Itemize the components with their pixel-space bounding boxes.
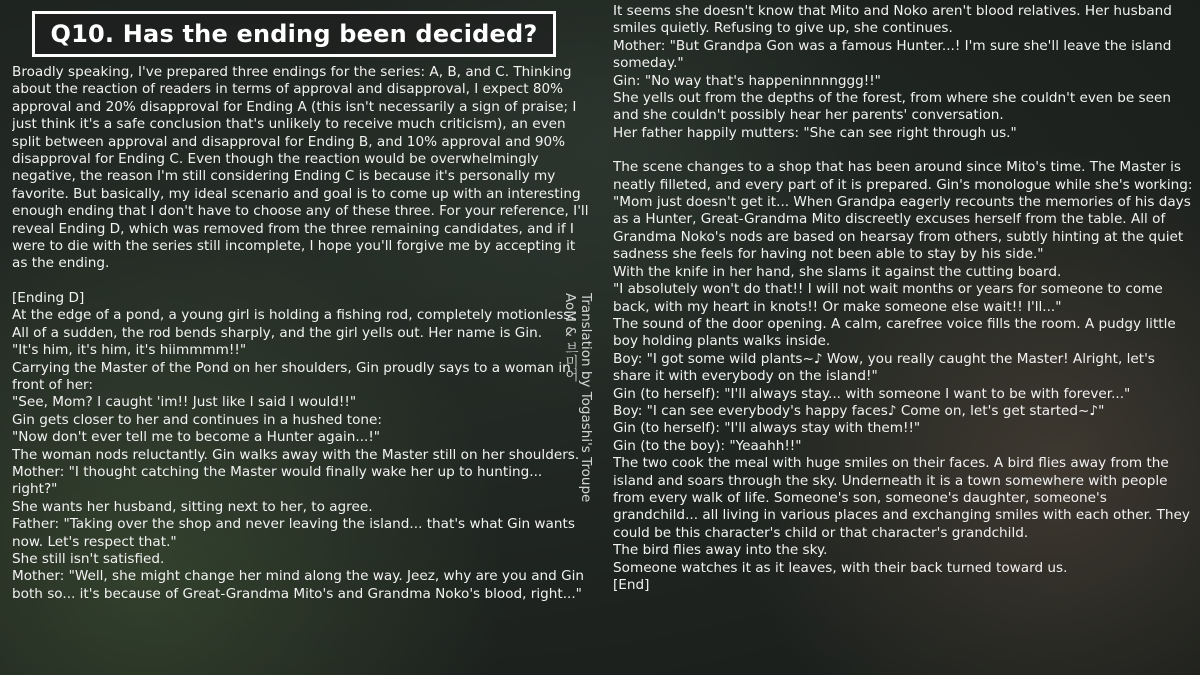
translation-credit (562, 293, 594, 502)
right-text-column (613, 3, 1195, 671)
story-line: Carrying the Master of the Pond on her shoulders, Gin proudly says to a woman in front of her: (12, 359, 571, 393)
question-title-box (32, 11, 556, 57)
story-line: Gin: "No way that's happeninnnnggg!!" (613, 72, 881, 89)
paragraph-gap (12, 273, 590, 290)
story-line: She still isn't satisfied. (12, 550, 165, 567)
story-line: Father: "Taking over the shop and never leaving the island... that's what Gin wants now. Let's respect that." (12, 516, 575, 550)
credit-line: AoM & 브미어 (562, 293, 578, 382)
paragraph-gap (613, 142, 1195, 159)
story-line: Someone watches it as it leaves, with their back turned toward us. (613, 559, 1068, 576)
story-line: Her father happily mutters: "She can see right through us." (613, 124, 1017, 141)
story-line: "Now don't ever tell me to become a Hunter again...!" (12, 429, 381, 446)
story-line: Mother: "Well, she might change her mind along the way. Jeez, why are you and Gin both so... it's because of Great-Grandma Mito's and Grandma Noko's blood, right..." (12, 568, 585, 602)
story-line: She wants her husband, sitting next to her, to agree. (12, 498, 373, 515)
story-line: It seems she doesn't know that Mito and Noko aren't blood relatives. Her husband smiles quietly. Refusing to give up, she continues. (613, 3, 1172, 37)
credit-line: Translation by Togashi's Troupe (578, 293, 594, 503)
story-line: The scene changes to a shop that has been around since Mito's time. The Master is neatly filleted, and every part of it is prepared. Gin's monologue while she's working: "Mom just doesn't get it... When Grandpa eagerly recounts the memories of his days as a Hunter, Great-Grandma Mito discreetly excuses herself from the table. All of Grandma Noko's nods are based on hearsay from others, subtly hinting at the quiet sadness she feels for having not been able to stay by his side." (613, 159, 1193, 263)
story-line: The woman nods reluctantly. Gin walks away with the Master still on her shoulders. (12, 446, 580, 463)
story-line: The bird flies away into the sky. (613, 542, 828, 559)
story-line: [Ending D] (12, 289, 85, 306)
story-line: Mother: "I thought catching the Master would finally wake her up to hunting... right?" (12, 463, 543, 498)
story-line: Gin (to herself): "I'll always stay... with someone I want to be with forever..." (613, 385, 1131, 402)
left-text-column (12, 64, 590, 675)
story-line: At the edge of a pond, a young girl is holding a fishing rod, completely motionless. All of a sudden, the rod bends sharply, and the girl yells out. Her name is Gin. (12, 307, 575, 341)
story-line: [End] (613, 577, 650, 593)
story-line: She yells out from the depths of the forest, from where she couldn't even be seen and she couldn't possibly hear her parents' conversation. (613, 90, 1171, 124)
story-line: Boy: "I got some wild plants~♪ Wow, you really caught the Master! Alright, let's share it with everybody on the island!" (613, 350, 1155, 385)
question-title: Q10. Has the ending been decided? (50, 20, 538, 48)
story-line: Gin (to herself): "I'll always stay with them!!" (613, 420, 921, 437)
intro-paragraph: Broadly speaking, I've prepared three endings for the series: A, B, and C. Thinking about the reaction of readers in terms of approval and disapproval, I expect 80% approval and 20% disapproval for Ending A (this isn't necessarily a sign of praise; I just think it's a safe conclusion that's unlikely to receive much criticism), an even split between approval and disapproval for Ending B, and 10% approval and 90% disapproval for Ending C. Even though the reaction would be overwhelmingly negative, the reason I'm still considering Ending C is because it's personally my favorite. But basically, my ideal scenario and goal is to come up with an interesting enough ending that I don't have to choose any of these three. For your reference, I'll reveal Ending D, which was removed from the three remaining candidates, and if I were to die with the series still incomplete, I hope you'll forgive me by accepting it as the ending. (12, 64, 589, 272)
story-line: The sound of the door opening. A calm, carefree voice fills the room. A pudgy little boy holding plants walks inside. (613, 315, 1176, 350)
story-line: "See, Mom? I caught 'im!! Just like I said I would!!" (12, 394, 357, 411)
story-line: Mother: "But Grandpa Gon was a famous Hunter...! I'm sure she'll leave the island someday." (613, 37, 1172, 72)
story-line: Boy: "I can see everybody's happy faces♪ Come on, let's get started~♪" (613, 402, 1105, 419)
story-line: Gin gets closer to her and continues in a hushed tone: (12, 411, 382, 428)
story-line: "It's him, it's him, it's hiimmmm!!" (12, 342, 247, 359)
story-line: "I absolutely won't do that!! I will not wait months or years for someone to come back, with my heart in knots!! Or make someone else wait!! I'll..." (613, 281, 1163, 315)
story-line: Gin (to the boy): "Yeaahh!!" (613, 437, 802, 454)
story-line: The two cook the meal with huge smiles on their faces. A bird flies away from the island and soars through the sky. Underneath it is a town somewhere with people from every walk of life. Someone's son, someone's daughter, someone's grandchild... all living in various places and exchanging smiles with each other. They could be this character's child or that character's grandchild. (613, 455, 1190, 541)
story-line: With the knife in her hand, she slams it against the cutting board. (613, 263, 1062, 280)
